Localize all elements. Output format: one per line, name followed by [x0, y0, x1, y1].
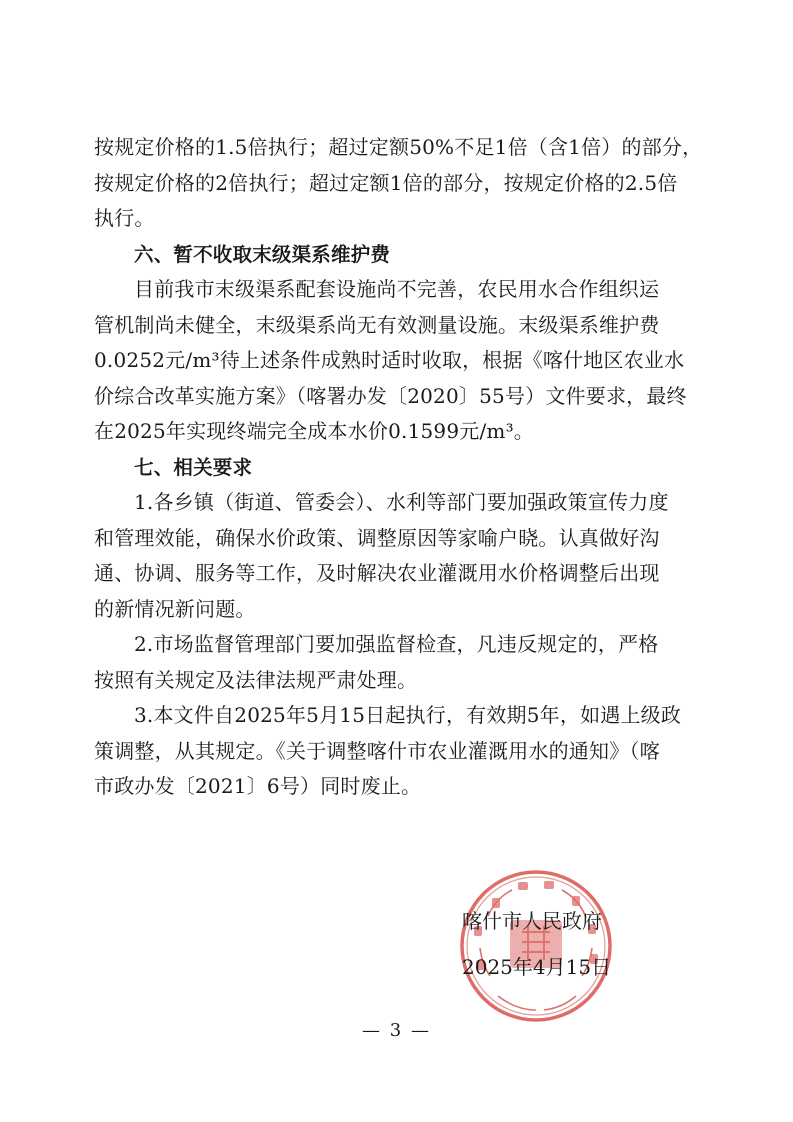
- body-line: 和管理效能，确保水价政策、调整原因等家喻户晓。认真做好沟: [94, 525, 660, 550]
- body-line: 执行。: [94, 206, 155, 230]
- page-number: — 3 —: [362, 1020, 431, 1041]
- body-line: 按照有关规定及法律法规严肃处理。: [94, 667, 418, 692]
- body-line: 按规定价格的2倍执行；超过定额1倍的部分，按规定价格的2.5倍: [94, 170, 678, 195]
- body-line: 策调整，从其规定。《关于调整喀什市农业灌溉用水的通知》（喀: [94, 738, 660, 763]
- body-line: 在2025年实现终端完全成本水价0.1599元/m³。: [94, 419, 534, 443]
- body-line: 目前我市末级渠系配套设施尚不完善，农民用水合作组织运: [134, 277, 660, 301]
- body-line: 通、协调、服务等工作，及时解决农业灌溉用水价格调整后出现: [94, 561, 660, 585]
- body-line: 按规定价格的1.5倍执行；超过定额50%不足1倍（含1倍）的部分，: [94, 135, 703, 159]
- body-line: 0.0252元/m³待上述条件成熟时适时收取，根据《喀什地区农业水: [94, 348, 685, 372]
- issue-date: 2025年4月15日: [462, 955, 612, 979]
- body-line: 2.市场监督管理部门要加强监督检查，凡违反规定的，严格: [134, 632, 659, 656]
- body-line: 价综合改革实施方案》（喀署办发〔2020〕55号）文件要求，最终: [94, 383, 687, 408]
- signature-block: [462, 898, 632, 990]
- section-heading: 七、相关要求: [134, 455, 253, 479]
- section-heading: 六、暂不收取末级渠系维护费: [134, 242, 391, 266]
- issuing-organization: 喀什市人民政府: [462, 909, 602, 933]
- body-line: 管机制尚未健全，末级渠系尚无有效测量设施。末级渠系维护费: [94, 312, 660, 337]
- body-line: 的新情况新问题。: [94, 596, 256, 621]
- body-line: 1.各乡镇（街道、管委会）、水利等部门要加强政策宣传力度: [134, 490, 669, 514]
- body-line: 3.本文件自2025年5月15日起执行，有效期5年，如遇上级政: [134, 703, 682, 727]
- body-line: 市政办发〔2021〕6号）同时废止。: [94, 774, 422, 798]
- document-body: [94, 130, 703, 805]
